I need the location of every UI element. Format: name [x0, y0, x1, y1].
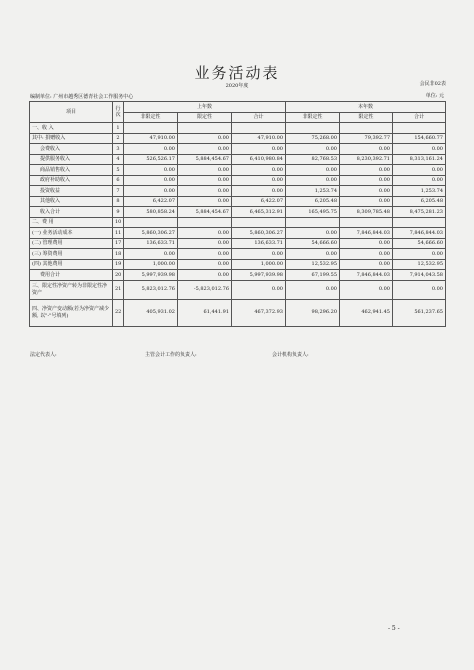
- value-cell: 0.00: [340, 186, 393, 197]
- header-prev-restricted: 限定性: [178, 112, 232, 123]
- value-cell: 0.00: [286, 228, 340, 239]
- value-cell: 0.00: [340, 175, 393, 186]
- value-cell: 0.00: [393, 280, 446, 299]
- row-number: 17: [113, 238, 124, 249]
- row-number: 8: [113, 196, 124, 207]
- value-cell: 405,931.02: [124, 299, 178, 326]
- value-cell: 0.00: [178, 144, 232, 155]
- table-row: [30, 207, 446, 218]
- table-row: [30, 299, 446, 326]
- value-cell: 5,884,454.67: [178, 154, 232, 165]
- row-label: (一) 业务活动成本: [30, 228, 113, 239]
- header-curr-restricted: 限定性: [340, 112, 393, 123]
- value-cell: 7,846,844.03: [393, 228, 446, 239]
- value-cell: 0.00: [124, 165, 178, 176]
- header-item: 项目: [30, 102, 113, 123]
- table-row: [30, 175, 446, 186]
- value-cell: 0.00: [178, 196, 232, 207]
- value-cell: 0.00: [340, 249, 393, 260]
- value-cell: 5,884,454.67: [178, 207, 232, 218]
- value-cell: 54,666.60: [286, 238, 340, 249]
- value-cell: 0.00: [178, 270, 232, 281]
- row-number: 10: [113, 217, 124, 228]
- value-cell: 0.00: [286, 280, 340, 299]
- row-label: 提供服务收入: [30, 154, 113, 165]
- value-cell: 0.00: [124, 144, 178, 155]
- value-cell: 8,309,785.48: [340, 207, 393, 218]
- table-row: [30, 228, 446, 239]
- value-cell: 47,910.00: [232, 133, 286, 144]
- value-cell: 0.00: [124, 186, 178, 197]
- row-number: 19: [113, 259, 124, 270]
- row-number: 22: [113, 299, 124, 326]
- value-cell: 462,941.45: [340, 299, 393, 326]
- header-prev-year: 上年数: [124, 102, 286, 113]
- table-row: [30, 154, 446, 165]
- value-cell: 0.00: [232, 144, 286, 155]
- value-cell: 6,205.48: [286, 196, 340, 207]
- value-cell: 82,768.53: [286, 154, 340, 165]
- table-row: [30, 238, 446, 249]
- value-cell: 0.00: [340, 196, 393, 207]
- value-cell: 5,997,939.98: [124, 270, 178, 281]
- value-cell: 1,253.74: [393, 186, 446, 197]
- value-cell: 0.00: [286, 175, 340, 186]
- value-cell: 12,532.95: [286, 259, 340, 270]
- value-cell: 5,997,939.98: [232, 270, 286, 281]
- value-cell: 54,666.60: [393, 238, 446, 249]
- value-cell: 98,296.20: [286, 299, 340, 326]
- table-row: [30, 280, 446, 299]
- header-prev-unrestricted: 非限定性: [124, 112, 178, 123]
- row-label: 其他收入: [30, 196, 113, 207]
- value-cell: 0.00: [178, 238, 232, 249]
- value-cell: [178, 217, 232, 228]
- value-cell: 12,532.95: [393, 259, 446, 270]
- value-cell: 79,392.77: [340, 133, 393, 144]
- value-cell: 47,910.00: [124, 133, 178, 144]
- value-cell: 0.00: [393, 175, 446, 186]
- value-cell: [393, 217, 446, 228]
- value-cell: 6,422.07: [124, 196, 178, 207]
- value-cell: 8,313,161.24: [393, 154, 446, 165]
- row-number: 9: [113, 207, 124, 218]
- row-number: 18: [113, 249, 124, 260]
- value-cell: 0.00: [232, 280, 286, 299]
- table-row: [30, 133, 446, 144]
- currency-unit: 单位: 元: [425, 93, 444, 99]
- signature-accounting-org: 会计机构负责人:: [272, 352, 309, 358]
- value-cell: 0.00: [232, 186, 286, 197]
- row-number: 7: [113, 186, 124, 197]
- value-cell: [232, 217, 286, 228]
- value-cell: [178, 123, 232, 134]
- row-label: 其中: 捐赠收入: [30, 133, 113, 144]
- value-cell: 165,495.75: [286, 207, 340, 218]
- organization-name: 编制单位: 广州市越秀区德青社会工作服务中心: [30, 94, 134, 100]
- row-number: 20: [113, 270, 124, 281]
- value-cell: 0.00: [178, 175, 232, 186]
- row-label: 收入合计: [30, 207, 113, 218]
- value-cell: 5,860,306.27: [124, 228, 178, 239]
- row-label: 二、费 用: [30, 217, 113, 228]
- table-row: [30, 217, 446, 228]
- value-cell: 8,475,281.23: [393, 207, 446, 218]
- row-label: (二) 管理费用: [30, 238, 113, 249]
- value-cell: 154,660.77: [393, 133, 446, 144]
- value-cell: 0.00: [340, 144, 393, 155]
- header-row-no: 行次: [113, 102, 124, 123]
- row-label: 四、净资产变动额(若为净资产减少额, 以"-"号填列): [30, 299, 113, 326]
- value-cell: 526,526.17: [124, 154, 178, 165]
- value-cell: [340, 123, 393, 134]
- table-row: [30, 196, 446, 207]
- value-cell: 0.00: [340, 259, 393, 270]
- value-cell: 0.00: [178, 259, 232, 270]
- header-curr-unrestricted: 非限定性: [286, 112, 340, 123]
- value-cell: 136,633.71: [124, 238, 178, 249]
- row-number: 21: [113, 280, 124, 299]
- row-number: 11: [113, 228, 124, 239]
- value-cell: 7,846,844.03: [340, 270, 393, 281]
- table-row: [30, 270, 446, 281]
- value-cell: 61,441.91: [178, 299, 232, 326]
- row-number: 2: [113, 133, 124, 144]
- value-cell: 0.00: [286, 144, 340, 155]
- value-cell: -5,823,012.76: [178, 280, 232, 299]
- value-cell: 0.00: [232, 249, 286, 260]
- value-cell: 0.00: [393, 165, 446, 176]
- value-cell: 0.00: [393, 249, 446, 260]
- value-cell: [340, 217, 393, 228]
- value-cell: 136,633.71: [232, 238, 286, 249]
- value-cell: 8,230,392.71: [340, 154, 393, 165]
- value-cell: 467,372.93: [232, 299, 286, 326]
- value-cell: 0.00: [286, 249, 340, 260]
- value-cell: 0.00: [124, 249, 178, 260]
- signature-accounting-head: 主管会计工作的负责人:: [145, 352, 197, 358]
- value-cell: 1,000.00: [124, 259, 178, 270]
- row-number: 6: [113, 175, 124, 186]
- value-cell: 0.00: [393, 144, 446, 155]
- value-cell: 1,253.74: [286, 186, 340, 197]
- row-label: 投资收益: [30, 186, 113, 197]
- table-row: [30, 165, 446, 176]
- form-code: 会民非02表: [419, 81, 446, 87]
- value-cell: 0.00: [340, 238, 393, 249]
- row-number: 1: [113, 123, 124, 134]
- row-label: 商品销售收入: [30, 165, 113, 176]
- value-cell: 0.00: [232, 175, 286, 186]
- value-cell: 6,410,980.84: [232, 154, 286, 165]
- table-row: [30, 259, 446, 270]
- value-cell: 7,846,844.03: [340, 228, 393, 239]
- value-cell: 0.00: [232, 165, 286, 176]
- header-curr-total: 合计: [393, 112, 446, 123]
- row-number: 4: [113, 154, 124, 165]
- table-row: [30, 249, 446, 260]
- value-cell: [124, 217, 178, 228]
- value-cell: 6,422.07: [232, 196, 286, 207]
- value-cell: [232, 123, 286, 134]
- value-cell: [286, 217, 340, 228]
- value-cell: [393, 123, 446, 134]
- row-number: 5: [113, 165, 124, 176]
- value-cell: 0.00: [178, 249, 232, 260]
- row-label: (四) 其他费用: [30, 259, 113, 270]
- value-cell: [286, 123, 340, 134]
- row-label: (三) 筹资费用: [30, 249, 113, 260]
- value-cell: 1,000.00: [232, 259, 286, 270]
- value-cell: 6,205.48: [393, 196, 446, 207]
- value-cell: 0.00: [178, 228, 232, 239]
- value-cell: 0.00: [178, 165, 232, 176]
- report-title: 业务活动表: [194, 64, 280, 82]
- value-cell: 0.00: [340, 165, 393, 176]
- value-cell: 75,268.00: [286, 133, 340, 144]
- page-number: - 5 -: [388, 625, 400, 632]
- table-body: [30, 123, 446, 327]
- value-cell: 5,823,012.76: [124, 280, 178, 299]
- report-year: 2020年度: [225, 83, 249, 89]
- value-cell: 0.00: [124, 175, 178, 186]
- row-label: 三、限定性净资产转为非限定性净资产: [30, 280, 113, 299]
- value-cell: 561,237.65: [393, 299, 446, 326]
- table-row: [30, 186, 446, 197]
- value-cell: [124, 123, 178, 134]
- header-prev-total: 合计: [232, 112, 286, 123]
- value-cell: 6,465,312.91: [232, 207, 286, 218]
- value-cell: 0.00: [178, 186, 232, 197]
- row-label: 费用合计: [30, 270, 113, 281]
- value-cell: 0.00: [286, 165, 340, 176]
- table-row: [30, 144, 446, 155]
- row-number: 3: [113, 144, 124, 155]
- value-cell: 0.00: [340, 280, 393, 299]
- row-label: 会费收入: [30, 144, 113, 155]
- header-curr-year: 本年数: [286, 102, 446, 113]
- table-row: [30, 123, 446, 134]
- row-label: 政府补助收入: [30, 175, 113, 186]
- signature-legal-rep: 法定代表人:: [30, 352, 57, 358]
- value-cell: 67,199.55: [286, 270, 340, 281]
- value-cell: 0.00: [178, 133, 232, 144]
- row-label: 一、收 入: [30, 123, 113, 134]
- value-cell: 580,858.24: [124, 207, 178, 218]
- value-cell: 5,860,306.27: [232, 228, 286, 239]
- activity-table: [29, 101, 446, 327]
- value-cell: 7,914,043.58: [393, 270, 446, 281]
